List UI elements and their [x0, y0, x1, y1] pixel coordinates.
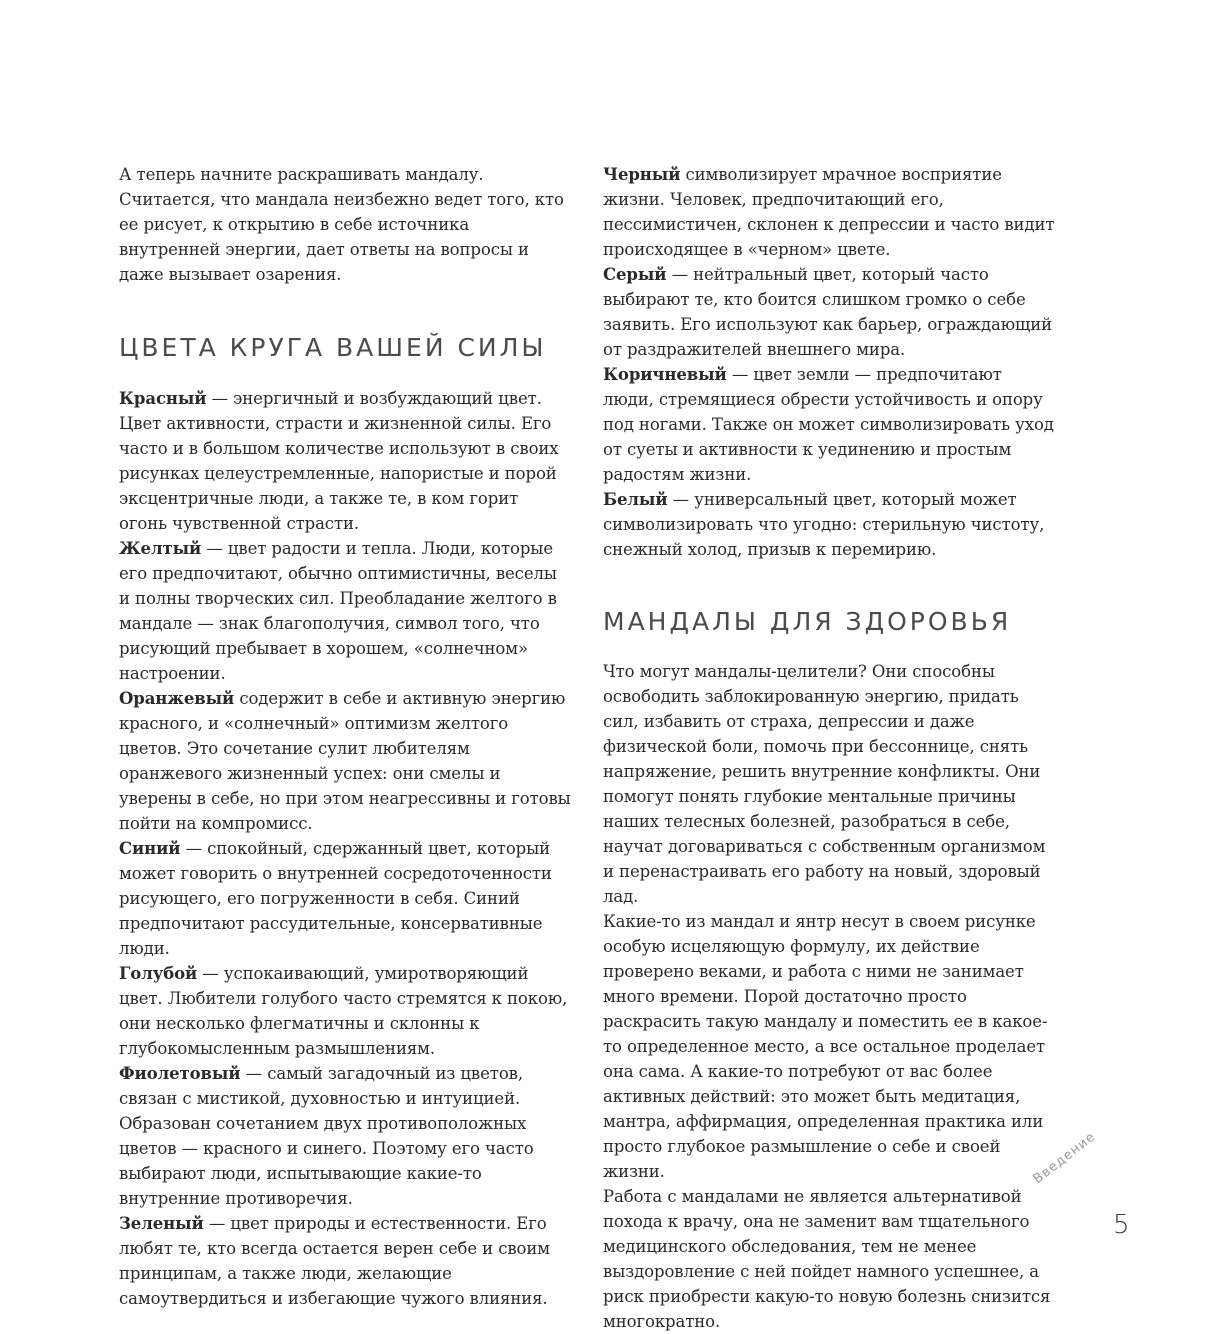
section-heading-health: МАНДАЛЫ ДЛЯ ЗДОРОВЬЯ: [603, 607, 1012, 636]
color-term: Коричневый: [603, 365, 727, 384]
color-description: — цвет радости и тепла. Люди, которые его предпочитают, обычно оптимистичны, веселы и полны творческих сил. Преобладание желтого в мандале — знак благополучия, символ того, что рисующий пребывает в хорошем, «солнечном» настроении.: [119, 539, 557, 683]
color-term: Серый: [603, 265, 667, 284]
color-description: — спокойный, сдержанный цвет, который может говорить о внутренней сосредоточенности рисующего, его погруженности в себя. Синий предпочитают рассудительные, консервативные люди.: [119, 839, 552, 958]
color-term: Голубой: [119, 964, 198, 983]
color-term: Белый: [603, 490, 668, 509]
color-term: Зеленый: [119, 1214, 204, 1233]
color-term: Черный: [603, 165, 681, 184]
color-entry-light-blue: [119, 961, 571, 1061]
running-head: Введение: [1030, 1129, 1099, 1187]
color-term: Фиолетовый: [119, 1064, 241, 1083]
color-term: Красный: [119, 389, 207, 408]
color-entry-black: [603, 162, 1055, 262]
color-description: — самый загадочный из цветов, связан с мистикой, духовностью и интуицией. Образован сочетанием двух противоположных цветов — красного и синего. Поэтому его часто выбирают люди, испытывающие какие-то внутренние противоречия.: [119, 1064, 534, 1208]
color-entry-green: [119, 1211, 571, 1311]
left-column: [119, 162, 571, 1311]
health-paragraph-3: Работа с мандалами не является альтернативой похода к врачу, она не заменит вам тщательного медицинского обследования, тем не менее выздоровление с ней пойдет намного успешнее, а риск приобрести какую-то новую болезнь снизится многократно.: [603, 1187, 1051, 1331]
color-description: — энергичный и возбуждающий цвет. Цвет активности, страсти и жизненной силы. Его часто и в большом количестве используют в своих рисунках целеустремленные, напористые и порой эксцентричные люди, а также те, в ком горит огонь чувственной страсти.: [119, 389, 559, 533]
color-term: Желтый: [119, 539, 202, 558]
color-description: — нейтральный цвет, который часто выбирают те, кто боится слишком громко о себе заявить. Его используют как барьер, ограждающий от раздражителей внешнего мира.: [603, 265, 1053, 359]
color-entry-white: [603, 487, 1055, 562]
section-heading-colors: ЦВЕТА КРУГА ВАШЕЙ СИЛЫ: [119, 333, 547, 362]
color-entry-red: [119, 386, 571, 536]
color-description: — универсальный цвет, который может символизировать что угодно: стерильную чистоту, снежный холод, призыв к перемирию.: [603, 490, 1045, 559]
color-description: — цвет земли — предпочитают люди, стремящиеся обрести устойчивость и опору под ногами. Также он может символизировать уход от суеты и активности к уединению и простым радостям жизни.: [603, 365, 1054, 484]
intro-paragraph: А теперь начните раскрашивать мандалу. Считается, что мандала неизбежно ведет того, кто ее рисует, к открытию в себе источника внутренней энергии, дает ответы на вопросы и даже вызывает озарения.: [119, 165, 564, 284]
color-description: содержит в себе и активную энергию красного, и «солнечный» оптимизм желтого цветов. Это сочетание сулит любителям оранжевого жизненный успех: они смелы и уверены в себе, но при этом неагрессивны и готовы пойти на компромисс.: [119, 689, 571, 833]
health-paragraph-1: Что могут мандалы-целители? Они способны освободить заблокированную энергию, придать сил, избавить от страха, депрессии и даже физической боли, помочь при бессоннице, снять напряжение, решить внутренние конфликты. Они помогут понять глубокие ментальные причины наших телесных болезней, разобраться в себе, научат договариваться с собственным организмом и перенастраивать его работу на новый, здоровый лад.: [603, 662, 1046, 906]
health-paragraph-2: Какие-то из мандал и янтр несут в своем рисунке особую исцеляющую формулу, их действие проверено веками, и работа с ними не занимает много времени. Порой достаточно просто раскрасить такую мандалу и поместить ее в какое-то определенное место, а все остальное проделает она сама. А какие-то потребуют от вас более активных действий: это может быть медитация, мантра, аффирмация, определенная практика или просто глубокое размышление о себе и своей жизни.: [603, 912, 1048, 1181]
color-entry-orange: [119, 686, 571, 836]
right-column: [603, 162, 1055, 1334]
color-description: — цвет природы и естественности. Его любят те, кто всегда остается верен себе и своим принципам, а также люди, желающие самоутвердиться и избегающие чужого влияния.: [119, 1214, 550, 1308]
color-entry-brown: [603, 362, 1055, 487]
color-entry-gray: [603, 262, 1055, 362]
color-term: Синий: [119, 839, 181, 858]
color-entry-violet: [119, 1061, 571, 1211]
color-entry-yellow: [119, 536, 571, 686]
page-number: 5: [1113, 1210, 1130, 1240]
color-entry-blue: [119, 836, 571, 961]
color-description: — успокаивающий, умиротворяющий цвет. Любители голубого часто стремятся к покою, они несколько флегматичны и склонны к глубокомысленным размышлениям.: [119, 964, 568, 1058]
color-term: Оранжевый: [119, 689, 235, 708]
color-description: символизирует мрачное восприятие жизни. Человек, предпочитающий его, пессимистичен, склонен к депрессии и часто видит происходящее в «черном» цвете.: [603, 165, 1055, 259]
